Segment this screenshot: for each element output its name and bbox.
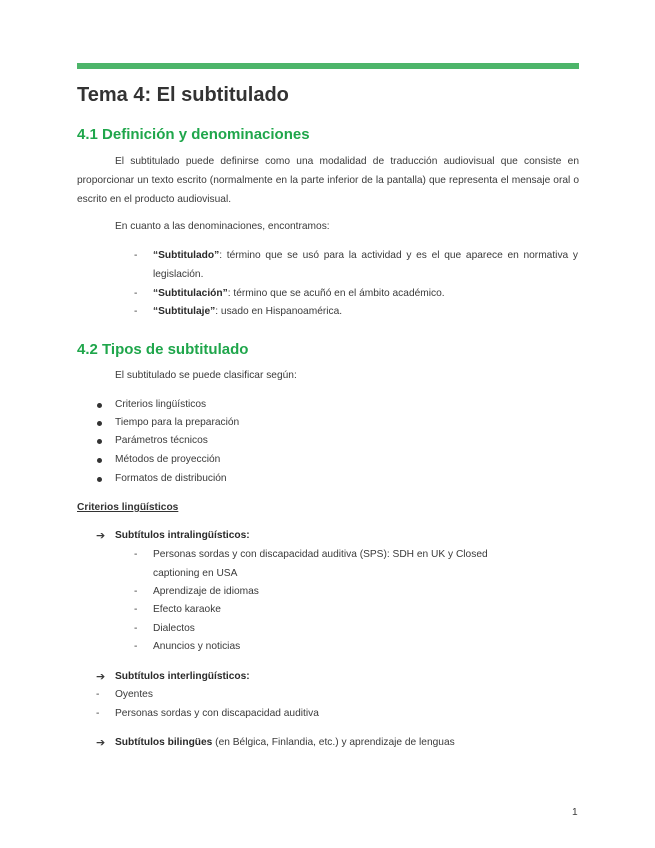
subsection-heading: Criterios lingüísticos	[77, 502, 179, 513]
list-item	[134, 620, 579, 639]
page-title: Tema 4: El subtitulado	[77, 84, 289, 106]
dash-marker: -	[134, 641, 138, 652]
term-label: “Subtitulado”	[153, 250, 220, 261]
dash-marker: -	[134, 306, 138, 317]
bullet-icon	[97, 458, 102, 463]
list-item	[134, 546, 579, 584]
list-item	[134, 638, 579, 657]
dash-marker: -	[96, 689, 100, 700]
list-item	[134, 303, 579, 322]
list-item	[134, 247, 579, 285]
header-rule	[77, 63, 579, 69]
term-description: : término que se acuñó en el ámbito académico.	[227, 288, 445, 299]
dash-marker: -	[134, 604, 138, 615]
term-description: : término que se usó para la actividad y es el que aparece en normativa y legislación.	[153, 250, 578, 280]
arrow-item-label: Subtítulos bilingües	[115, 737, 213, 748]
section-1-intro: En cuanto a las denominaciones, encontramos:	[115, 221, 330, 232]
bullet-icon	[97, 403, 102, 408]
arrow-right-icon: ➔	[96, 671, 106, 683]
bullet-text: Criterios lingüísticos	[115, 399, 207, 410]
dash-marker: -	[134, 586, 138, 597]
dash-marker: -	[96, 708, 100, 719]
list-item-text: Oyentes	[115, 689, 153, 700]
list-item	[134, 285, 579, 304]
term-label: “Subtitulaje”	[153, 306, 216, 317]
section-2-intro: El subtitulado se puede clasificar según:	[115, 370, 297, 381]
list-item-text: Dialectos	[153, 623, 195, 634]
section-1-heading: 4.1 Definición y denominaciones	[77, 126, 310, 143]
arrow-right-icon: ➔	[96, 530, 106, 542]
list-item-text: Personas sordas y con discapacidad auditiva	[115, 708, 319, 719]
arrow-item-description: (en Bélgica, Finlandia, etc.) y aprendizaje de lenguas	[212, 737, 455, 748]
dash-marker: -	[134, 549, 138, 560]
dash-marker: -	[134, 623, 138, 634]
section-1-paragraph: El subtitulado puede definirse como una modalidad de traducción audiovisual que consiste en proporcionar un texto escrito (normalmente en la parte inferior de la pantalla) que representa el mensaje oral o escrito en el producto audiovisual.	[77, 156, 579, 205]
arrow-item-label: Subtítulos intralingüísticos:	[115, 530, 250, 541]
term-description: : usado en Hispanoamérica.	[215, 306, 343, 317]
list-item-text: Aprendizaje de idiomas	[153, 586, 259, 597]
bullet-icon	[97, 439, 102, 444]
bullet-text: Métodos de proyección	[115, 454, 221, 465]
page-number: 1	[572, 807, 578, 818]
list-item	[134, 601, 579, 620]
section-2-heading: 4.2 Tipos de subtitulado	[77, 341, 249, 358]
bullet-icon	[97, 421, 102, 426]
dash-marker: -	[134, 250, 138, 261]
list-item-text: Anuncios y noticias	[153, 641, 241, 652]
list-item-text: Personas sordas y con discapacidad auditiva (SPS): SDH en UK y Closed captioning en USA	[153, 549, 488, 579]
bullet-text: Formatos de distribución	[115, 473, 227, 484]
term-label: “Subtitulación”	[153, 288, 228, 299]
bullet-text: Parámetros técnicos	[115, 435, 208, 446]
dash-marker: -	[134, 288, 138, 299]
list-item-text: Efecto karaoke	[153, 604, 221, 615]
list-item	[96, 705, 541, 724]
arrow-item-label: Subtítulos interlingüísticos:	[115, 671, 250, 682]
list-item	[134, 583, 579, 602]
bullet-icon	[97, 477, 102, 482]
list-item	[96, 686, 541, 705]
arrow-right-icon: ➔	[96, 737, 106, 749]
bullet-text: Tiempo para la preparación	[115, 417, 240, 428]
